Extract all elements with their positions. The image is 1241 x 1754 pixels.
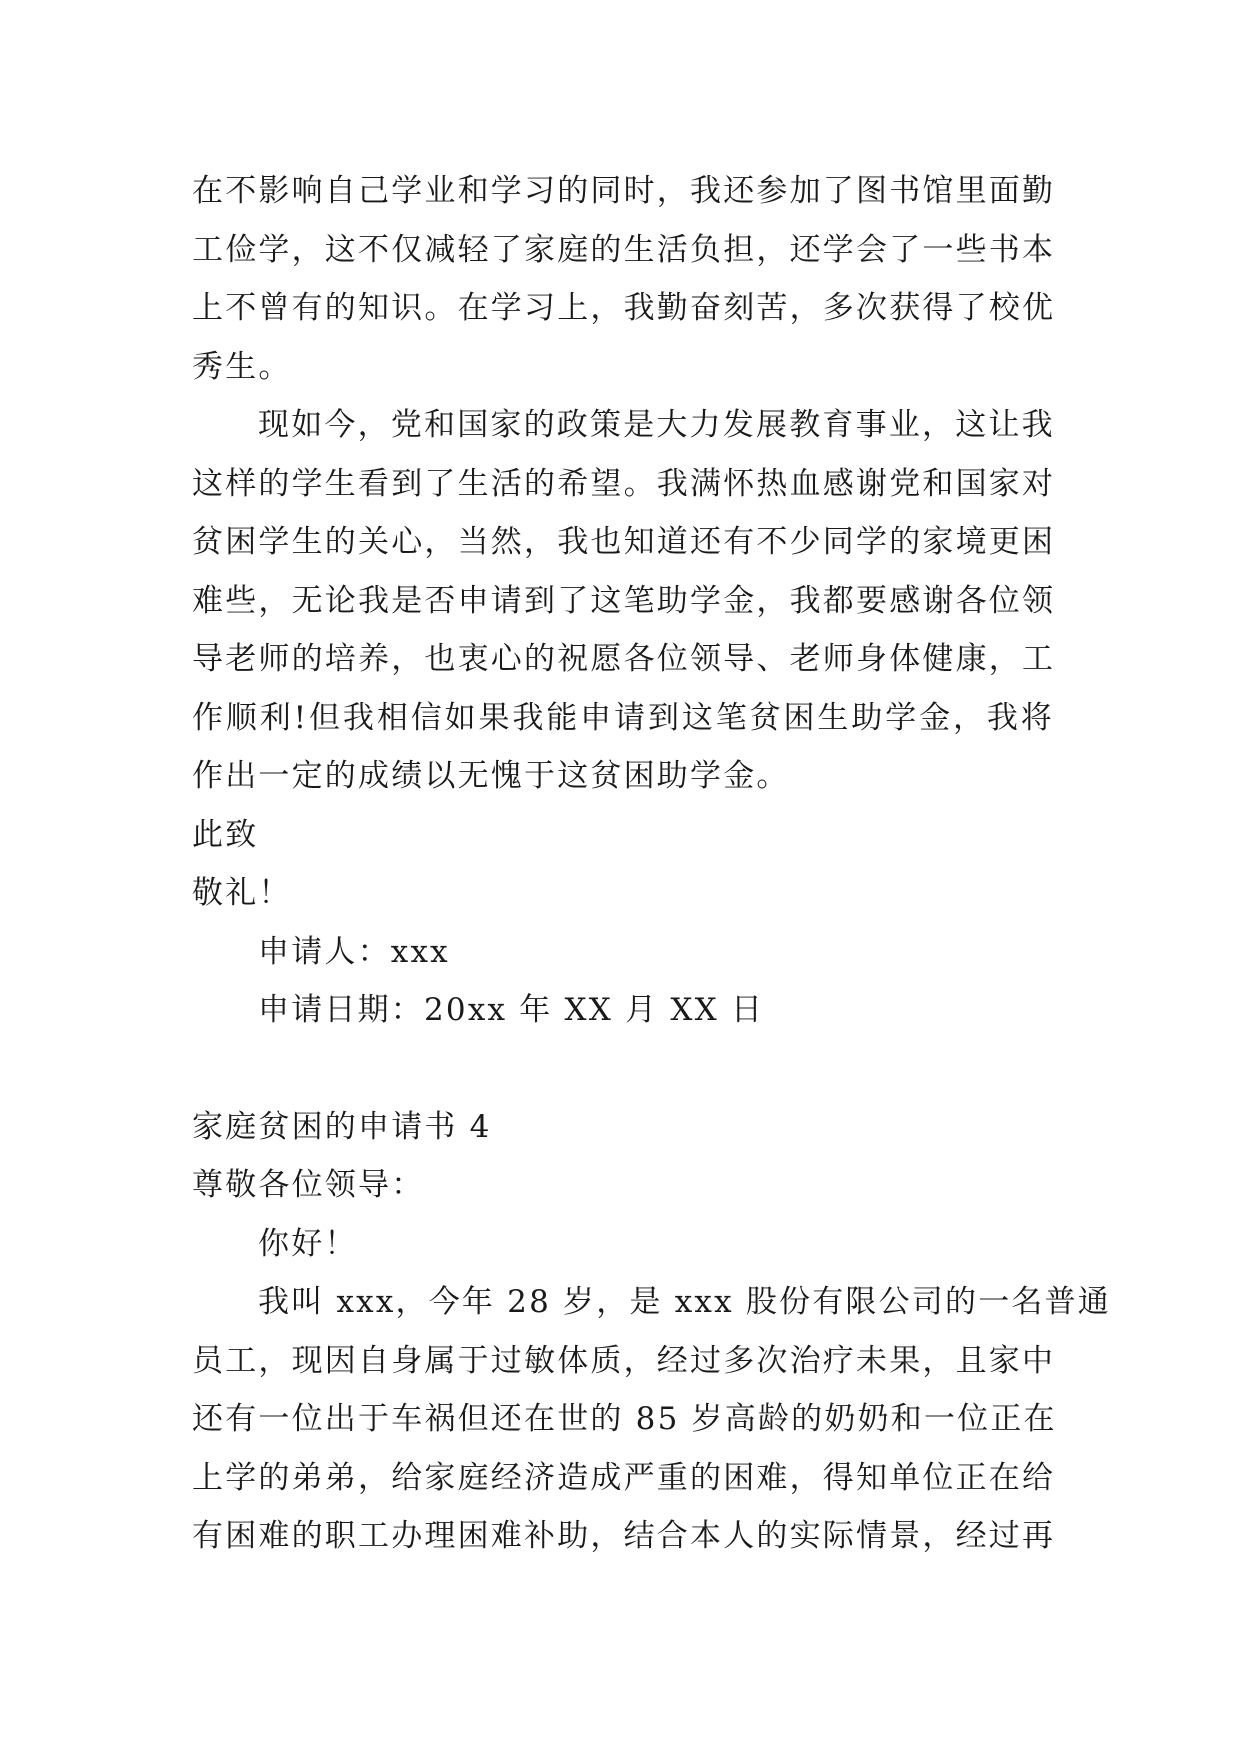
text-line: 现如今，党和国家的政策是大力发展教育事业，这让我 (258, 407, 1055, 443)
text-line: 在不影响自己学业和学习的同时，我还参加了图书馆里面勤 (192, 173, 1056, 209)
paragraph-2 (192, 396, 1054, 806)
salutation: 尊敬各位领导： (192, 1167, 425, 1203)
text-line: 上不曾有的知识。在学习上，我勤奋刻苦，多次获得了校优 (192, 290, 1056, 326)
text-line: 难些，无论我是否申请到了这笔助学金，我都要感谢各位领 (192, 582, 1056, 619)
text-line: 上学的弟弟，给家庭经济造成严重的困难，得知单位正在给 (192, 1459, 1056, 1496)
text-line: 还有一位出于车祸但还在世的 85 岁高龄的奶奶和一位正在 (192, 1401, 1057, 1437)
text-line: 工俭学，这不仅减轻了家庭的生活负担，还学会了一些书本 (192, 231, 1056, 268)
text-line: 作顺利!但我相信如果我能申请到这笔贫困生助学金，我将 (192, 699, 1054, 736)
greeting: 你好！ (258, 1225, 358, 1262)
text-line: 导老师的培养，也衷心的祝愿各位领导、老师身体健康，工 (192, 641, 1056, 677)
text-line: 贫困学生的关心，当然，我也知道还有不少同学的家境更困 (192, 524, 1056, 560)
text-line: 有困难的职工办理困难补助，结合本人的实际情景，经过再 (192, 1518, 1056, 1554)
section-gap (192, 1040, 1054, 1098)
document-page (192, 162, 1112, 1566)
signature-date: 申请日期：20xx 年 XX 月 XX 日 (258, 992, 765, 1028)
text-line: 作出一定的成绩以无愧于这贫困助学金。 (192, 758, 790, 794)
closing-line-1: 此致 (192, 816, 259, 853)
text-line: 我叫 xxx，今年 28 岁，是 xxx 股份有限公司的一名普通 (258, 1284, 1112, 1320)
signature-applicant: 申请人：xxx (258, 933, 450, 970)
closing-line-2: 敬礼！ (192, 875, 292, 911)
paragraph-1 (192, 162, 1054, 396)
paragraph-3 (192, 1273, 1112, 1566)
section-title: 家庭贫困的申请书 4 (192, 1108, 492, 1145)
text-line: 秀生。 (192, 348, 292, 385)
text-line: 这样的学生看到了生活的希望。我满怀热血感谢党和国家对 (192, 465, 1056, 502)
text-line: 员工，现因自身属于过敏体质，经过多次治疗未果，且家中 (192, 1342, 1056, 1379)
